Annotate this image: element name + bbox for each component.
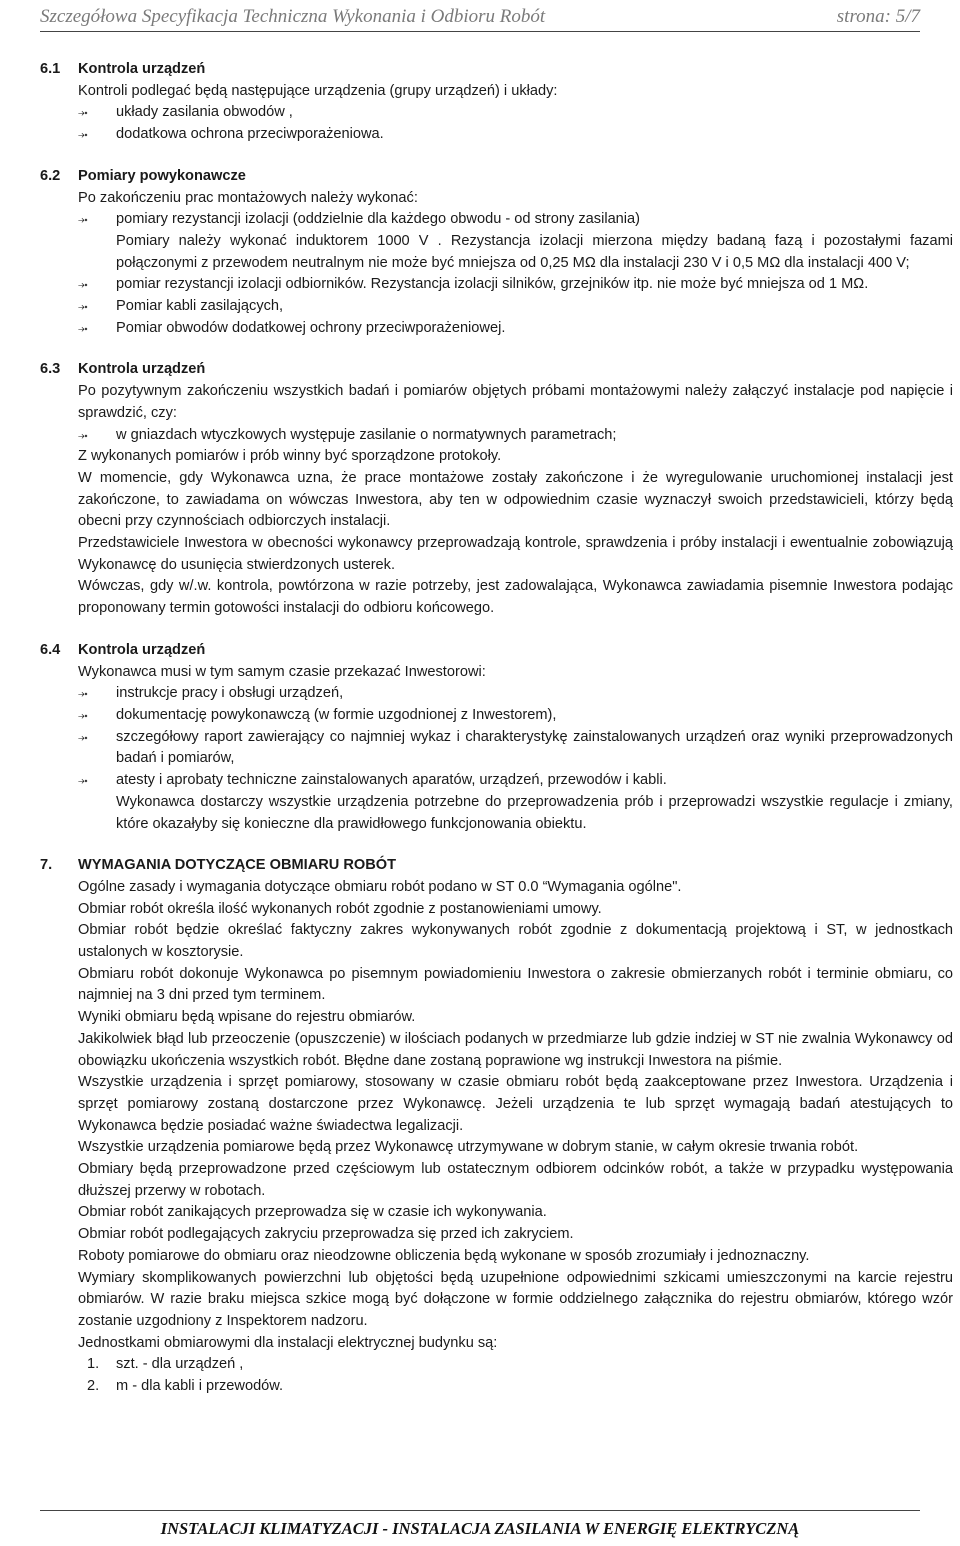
document-body bbox=[40, 59, 953, 1418]
section-6-3 bbox=[40, 359, 953, 619]
paragraph: Kontroli podlegać będą następujące urządzenia (grupy urządzeń) i układy: bbox=[78, 82, 558, 99]
paragraph: Wymiary skomplikowanych powierzchni lub objętości będą uzupełnione odpowiednimi szkicami umieszczonymi na karcie rejestru obmiarów. W razie braku miejsca szkice mogą być dołączone w formie oddzielnego załącznika do rejestru obmiarów, którego wzór zostanie uzgodniony z Inspektorem nadzoru. bbox=[78, 1269, 953, 1329]
list-item: ⤞ dokumentację powykonawczą (w formie uzgodnionej z Inwestorem), bbox=[78, 705, 953, 727]
numbered-item: 2. m - dla kabli i przewodów. bbox=[87, 1378, 284, 1395]
paragraph: Jednostkami obmiarowymi dla instalacji elektrycznej budynku są: bbox=[78, 1334, 498, 1351]
arrow-bullet-icon: ⤞ bbox=[78, 277, 88, 292]
document-title: Szczegółowa Specyfikacja Techniczna Wykonania i Odbioru Robót bbox=[40, 6, 546, 27]
arrow-bullet-icon: ⤞ bbox=[78, 707, 88, 722]
list-item: ⤞ Pomiar obwodów dodatkowej ochrony przeciwporażeniowej. bbox=[78, 318, 953, 340]
section-6-1 bbox=[40, 59, 953, 146]
list-item: ⤞ układy zasilania obwodów , bbox=[78, 102, 953, 124]
paragraph: Obmiaru robót dokonuje Wykonawca po pisemnym powiadomieniu Inwestora o zakresie obmierzanych robót i terminie obmiaru, co najmniej na 3 dni przed tym terminem. bbox=[78, 965, 953, 1004]
section-6-4 bbox=[40, 640, 953, 835]
paragraph: Po zakończeniu prac montażowych należy wykonać: bbox=[78, 189, 418, 206]
paragraph: Obmiar robót określa ilość wykonanych robót zgodnie z postanowieniami umowy. bbox=[78, 900, 602, 917]
paragraph: Obmiar robót będzie określać faktyczny zakres wykonywanych robót zgodnie z dokumentacją projektową i ST, w jednostkach ustalonych w kosztorysie. bbox=[78, 922, 953, 961]
section-6-2 bbox=[40, 166, 953, 340]
paragraph: Wykonawca musi w tym samym czasie przekazać Inwestorowi: bbox=[78, 663, 486, 680]
section-heading: 7. WYMAGANIA DOTYCZĄCE OBMIARU ROBÓT bbox=[40, 857, 397, 874]
list-item: ⤞ szczegółowy raport zawierający co najmniej wykaz i charakterystykę zainstalowanych urządzeń oraz wyniki przeprowadzonych badań i pomiarów, bbox=[78, 727, 953, 770]
paragraph: Wszystkie urządzenia pomiarowe będą przez Wykonawcę utrzymywane w dobrym stanie, w całym okresie trwania robót. bbox=[78, 1139, 859, 1156]
paragraph: Wówczas, gdy w/.w. kontrola, powtórzona w razie potrzeby, jest zadowalająca, Wykonawca zawiadamia pisemnie Inwestora podając proponowany termin gotowości instalacji do odbioru końcowego. bbox=[78, 578, 953, 617]
list-item: ⤞ pomiar rezystancji izolacji odbiorników. Rezystancja izolacji silników, grzejników itp. nie może być mniejsza od 1 MΩ. bbox=[78, 274, 953, 296]
paragraph: Z wykonanych pomiarów i prób winny być sporządzone protokoły. bbox=[78, 448, 502, 465]
arrow-bullet-icon: ⤞ bbox=[78, 686, 88, 701]
arrow-bullet-icon: ⤞ bbox=[78, 105, 88, 120]
section-7 bbox=[40, 855, 953, 1398]
section-heading: 6.2 Pomiary powykonawcze bbox=[40, 167, 246, 184]
list-item: ⤞ dodatkowa ochrona przeciwporażeniowa. bbox=[78, 124, 953, 146]
arrow-bullet-icon: ⤞ bbox=[78, 299, 88, 314]
arrow-bullet-icon: ⤞ bbox=[78, 773, 88, 788]
paragraph: Obmiar robót podlegających zakryciu przeprowadza się przed ich zakryciem. bbox=[78, 1226, 574, 1243]
paragraph: W momencie, gdy Wykonawca uzna, że prace montażowe zostały zakończone i że wyregulowanie uruchomionej instalacji jest zakończone, to zawiadama on wówczas Inwestora, aby ten w odpowiednim czasie wyznaczył swoich przedstawicieli, którzy będą obecni przy czynnościach odbiorczych instalacji. bbox=[78, 469, 953, 530]
section-heading: 6.3 Kontrola urządzeń bbox=[40, 361, 206, 378]
paragraph: Przedstawiciele Inwestora w obecności wykonawcy przeprowadzają kontrole, sprawdzenia i próby instalacji i ewentualnie zobowiązują Wykonawcę do usunięcia stwierdzonych usterek. bbox=[78, 535, 953, 573]
paragraph: Wszystkie urządzenia i sprzęt pomiarowy, stosowany w czasie obmiaru robót będą zaakceptowane przez Inwestora. Urządzenia i sprzęt pomiarowy zostaną dostarczone przez Wykonawcę. Jeżeli urządzenia te lub sprzęt wymagają badań atestujących to Wykonawca będzie posiadać ważne świadectwa legalizacji. bbox=[78, 1074, 953, 1134]
paragraph: Ogólne zasady i wymagania dotyczące obmiaru robót podano w ST 0.0 “Wymagania ogólne". bbox=[78, 878, 682, 895]
list-item: ⤞ w gniazdach wtyczkowych występuje zasilanie o normatywnych parametrach; bbox=[78, 425, 953, 447]
list-item: ⤞ atesty i aprobaty techniczne zainstalowanych aparatów, urządzeń, przewodów i kabli. bbox=[78, 770, 953, 792]
paragraph: Po pozytywnym zakończeniu wszystkich badań i pomiarów objętych próbami montażowymi należy załączyć instalacje pod napięcie i sprawdzić, czy: bbox=[78, 383, 953, 421]
arrow-bullet-icon: ⤞ bbox=[78, 127, 88, 142]
arrow-bullet-icon: ⤞ bbox=[78, 427, 88, 442]
paragraph: Obmiar robót zanikających przeprowadza się w czasie ich wykonywania. bbox=[78, 1204, 547, 1221]
list-item: ⤞ Pomiar kabli zasilających, bbox=[78, 296, 953, 318]
list-item-continuation: Pomiary należy wykonać induktorem 1000 V . Rezystancja izolacji mierzona między badaną fazą i pozostałymi fazami połączonymi z przewodem neutralnym nie może być mniejsza od 0,25 MΩ dla instalacji 230 V i 0,5 MΩ dla instalacji 400 V; bbox=[116, 232, 953, 271]
list-item: ⤞ pomiary rezystancji izolacji (oddzielnie dla każdego obwodu - od strony zasilania) bbox=[78, 209, 953, 231]
paragraph: Roboty pomiarowe do obmiaru oraz nieodzowne obliczenia będą wykonane w sposób zrozumiały i jednoznaczny. bbox=[78, 1247, 810, 1264]
paragraph: Jakikolwiek błąd lub przeoczenie (opuszczenie) w ilościach podanych w przedmiarze lub gdzie indziej w ST nie zwalnia Wykonawcy od obowiązku ukończenia wszystkich robót. Błędne dane zostaną poprawione wg instrukcji Inwestora na piśmie. bbox=[78, 1030, 953, 1069]
page-footer: INSTALACJI KLIMATYZACJI - INSTALACJA ZASILANIA W ENERGIĘ ELEKTRYCZNĄ bbox=[40, 1510, 920, 1546]
page-header bbox=[40, 0, 920, 32]
numbered-item: 1. szt. - dla urządzeń , bbox=[87, 1356, 244, 1373]
page-number: strona: 5/7 bbox=[836, 6, 920, 27]
list-item: ⤞ instrukcje pracy i obsługi urządzeń, bbox=[78, 683, 953, 705]
list-item-continuation: Wykonawca dostarczy wszystkie urządzenia potrzebne do przeprowadzenia prób i przeprowadzi wszystkie regulacje i zmiany, które okazałyby się konieczne dla prawidłowego funkcjonowania obiektu. bbox=[116, 793, 953, 832]
arrow-bullet-icon: ⤞ bbox=[78, 212, 88, 227]
section-heading: 6.1 Kontrola urządzeń bbox=[40, 61, 206, 77]
arrow-bullet-icon: ⤞ bbox=[78, 320, 88, 335]
section-heading: 6.4 Kontrola urządzeń bbox=[40, 641, 206, 658]
paragraph: Obmiary będą przeprowadzone przed częściowym lub ostatecznym odbiorem odcinków robót, a także w przypadku występowania dłuższej przerwy w robotach. bbox=[78, 1161, 953, 1199]
paragraph: Wyniki obmiaru będą wpisane do rejestru obmiarów. bbox=[78, 1009, 416, 1026]
arrow-bullet-icon: ⤞ bbox=[78, 729, 88, 744]
